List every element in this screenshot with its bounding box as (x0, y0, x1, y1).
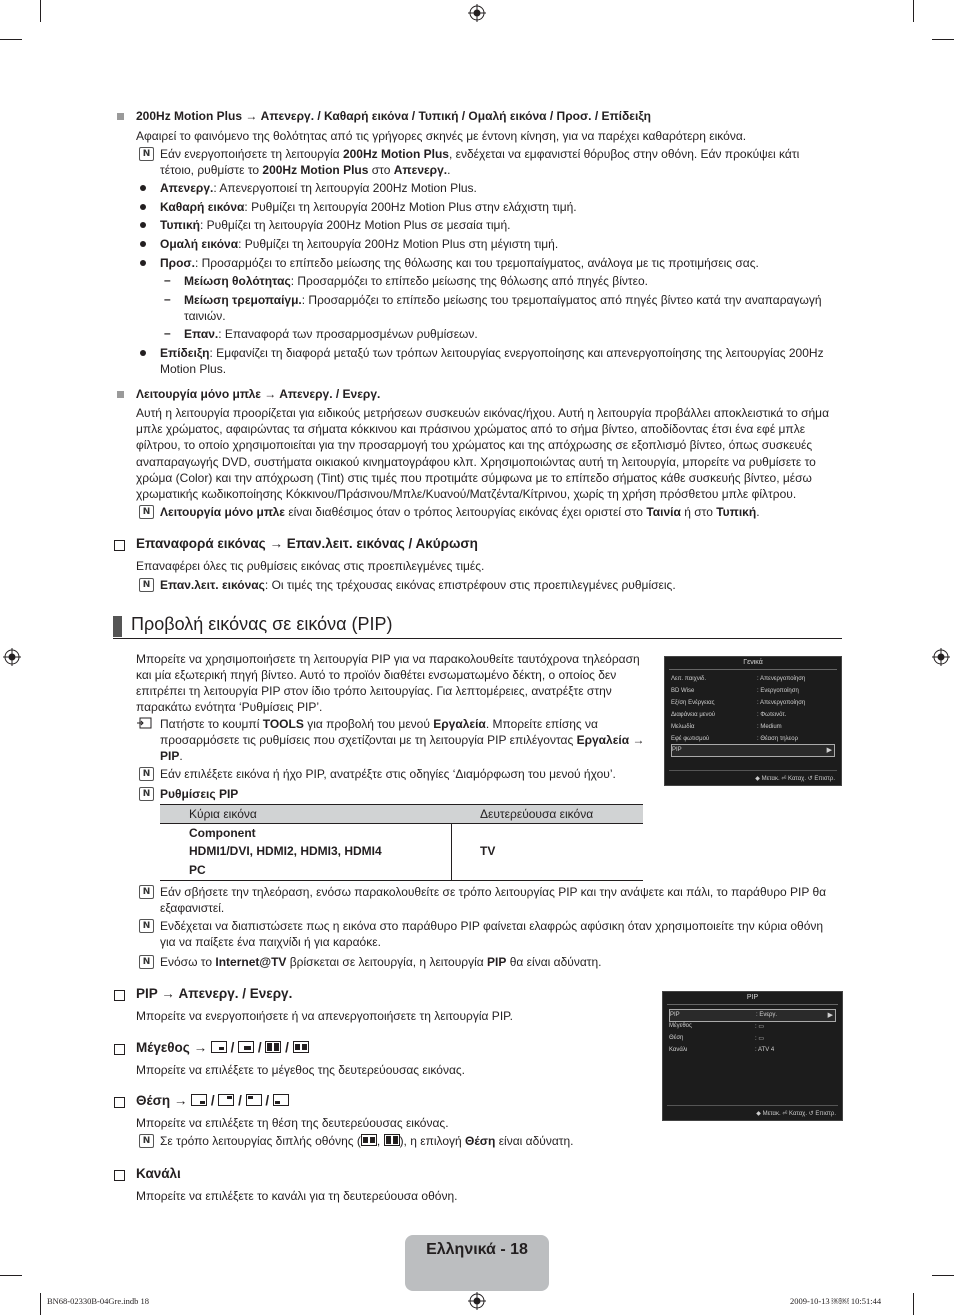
size-split-icon (384, 1134, 400, 1146)
bullet-icon (140, 260, 146, 266)
pip-tools-3: PIP. (160, 749, 183, 763)
pip-table-row: PC (189, 863, 206, 877)
registration-mark-icon (468, 4, 486, 22)
option-smooth: Ομαλή εικόνα: Ρυθμίζει τη λειτουργία 200Hz Motion Plus στη μέγιστη τιμή. (160, 237, 559, 251)
pip-intro-1: Μπορείτε να χρησιμοποιήσετε τη λειτουργία PIP για να παρακολουθείτε ταυτόχρονα τηλεόραση (136, 652, 640, 666)
pip-table-h1: Κύρια εικόνα (189, 807, 257, 821)
checkbox-marker-icon (114, 1170, 125, 1181)
option-off: Απενεργ.: Απενεργοποιεί τη λειτουργία 200Hz Motion Plus. (160, 181, 477, 195)
dash-icon: – (164, 273, 171, 287)
pip-intro-3: επιτρέπει τη λειτουργία PIP στον ίδιο τρόπο λειτουργίας. Για λεπτομέρειες, ανατρέξτε στην (136, 684, 612, 698)
pos-bottom-left-icon (273, 1094, 289, 1106)
motion-plus-header: 200Hz Motion Plus → Απενεργ. / Καθαρή εικόνα / Τυπική / Ομαλή εικόνα / Προσ. / Επίδειξη (136, 109, 651, 123)
registration-mark-icon (3, 648, 21, 666)
menu-row[interactable]: Εξ/ση Ενέργειας : Απενεργοποίηση (671, 700, 806, 706)
bullet-icon (140, 204, 146, 210)
dash-icon: – (164, 292, 171, 306)
note-icon: N (139, 147, 154, 161)
note-icon: N (139, 1134, 154, 1148)
crop-mark (0, 1275, 22, 1276)
file-info: BN68-02330B-04Gre.indb 18 (47, 1296, 149, 1306)
menu-row[interactable]: Μέγεθος : ▭ (669, 1023, 765, 1030)
blue-only-p4: αναπαραγωγής DVD, συστήματα οικιακού κινηματογράφου κλπ. Χρησιμοποιώντας αυτή τη λειτουργία, μπορείτε να ρυθμίσετε το (136, 455, 816, 469)
crop-mark (40, 0, 41, 22)
pos-top-right-icon (218, 1094, 234, 1106)
pip-position-note: Σε τρόπο λειτουργίας διπλής οθόνης ( , ), η επιλογή Θέση είναι αδύνατη. (160, 1134, 574, 1148)
section-marker-icon (117, 391, 124, 398)
pip-onoff-header: PIP → Απενεργ. / Ενεργ. (136, 986, 293, 1001)
note-icon: N (139, 578, 154, 592)
motion-plus-note: Εάν ενεργοποιήσετε τη λειτουργία 200Hz Motion Plus, ενδέχεται να εμφανιστεί θόρυβος στην οθόνη. Εάν προκύψει κάτι (160, 147, 800, 161)
pos-bottom-right-icon (191, 1094, 207, 1106)
pip-table-h2: Δευτερεύουσα εικόνα (480, 807, 594, 821)
checkbox-marker-icon (114, 1044, 125, 1055)
blue-only-p2: μπλε χρώματος, αφαιρώντας τα σήματα κόκκινου και πράσινου χρώματος από το σήμα βίντεο, αποδίδοντας έτσι ένα εφέ μπλε (136, 422, 806, 436)
crop-mark (932, 39, 954, 40)
pip-table-row: Component (189, 826, 256, 840)
note-icon: N (139, 767, 154, 781)
pip-tools-1: Πατήστε το κουμπί TOOLS για προβολή του μενού Εργαλεία. Μπορείτε επίσης να (160, 717, 598, 731)
option-standard: Τυπική: Ρυθμίζει τη λειτουργία 200Hz Motion Plus σε μεσαία τιμή. (160, 218, 511, 232)
option-demo-cont: Motion Plus. (160, 362, 227, 376)
size-split-wide-icon (361, 1134, 377, 1146)
pip-size-desc: Μπορείτε να επιλέξετε το μέγεθος της δευτερεύουσας εικόνας. (136, 1063, 466, 1077)
menu-footer: ◆ Μετακ. ⏎ Καταχ. ↺ Επιστρ. (756, 1111, 836, 1117)
pip-note-game: Ενδέχεται να διαπιστώσετε πως η εικόνα στο παράθυρο PIP φαίνεται ελαφρώς αφύσικη όταν χρησιμοποιείτε την κύρια οθόνη (160, 919, 824, 933)
motion-plus-note-cont: τέτοιο, ρυθμίστε το 200Hz Motion Plus στο Απενεργ.. (160, 163, 451, 177)
bullet-icon (140, 241, 146, 247)
option-demo: Επίδειξη: Εμφανίζει τη διαφορά μεταξύ των τρόπων λειτουργίας ενεργοποίησης και απενεργοποίησης της λειτουργίας 200Hz (160, 346, 824, 360)
picture-reset-header: Επαναφορά εικόνας → Επαν.λειτ. εικόνας / Ακύρωση (136, 536, 478, 551)
menu-row[interactable]: Θέση : ▭ (669, 1035, 765, 1042)
note-icon: N (139, 919, 154, 933)
pip-channel-desc: Μπορείτε να επιλέξετε το κανάλι για τη δευτερεύουσα οθόνη. (136, 1189, 458, 1203)
registration-mark-icon (932, 648, 950, 666)
pip-onoff-desc: Μπορείτε να ενεργοποιήσετε ή να απενεργοποιήσετε τη λειτουργία PIP. (136, 1009, 513, 1023)
dash-icon: – (164, 326, 171, 340)
blue-only-note: Λειτουργία μόνο μπλε είναι διαθέσιμος όταν ο τρόπος λειτουργίας εικόνας έχει οριστεί στο Ταινία ή στο Τυπική. (160, 505, 760, 519)
pip-settings-label: Ρυθμίσεις PIP (160, 787, 239, 801)
blue-only-p3: φίλτρου, το οποίο χρησιμοποιείται για την προσαρμογή του χρώματος και της απόχρωσης σε εξοπλισμό βίντεο, όπως συσκευές (136, 438, 813, 452)
menu-row-pip[interactable]: PIP : Ενεργ. ▶ (669, 1009, 836, 1022)
sub-judder: Μείωση τρεμοπαίγμ.: Προσαρμόζει το επίπεδο μείωσης του τρεμοπαίγματος από πηγές βίντεο κατά την αναπαραγωγή (184, 293, 822, 307)
motion-plus-desc: Αφαιρεί το φαινόμενο της θολότητας από τις γρήγορες σκηνές με έντονη κίνηση, για να παρέχει καθαρότερη εικόνα. (136, 129, 747, 143)
arrow-right-icon: ▶ (827, 1012, 833, 1019)
table-rule (160, 880, 643, 881)
pip-intro-2: και μία εξωτερική πηγή βίντεο. Αυτό το προϊόν διαθέτει ενσωματωμένο δέκτη, ο οποίος δεν (136, 668, 617, 682)
pip-table-row: HDMI1/DVI, HDMI2, HDMI3, HDMI4 (189, 844, 382, 858)
registration-mark-icon (468, 1292, 486, 1310)
menu-row[interactable]: Μελωδία : Medium (671, 724, 782, 730)
general-menu-screenshot (664, 656, 842, 786)
pip-tools-2: προσαρμόσετε τις ρυθμίσεις που σχετίζονται με τη λειτουργία PIP επιλέγοντας Εργαλεία → (160, 733, 645, 747)
size-split-wide-icon (293, 1041, 309, 1053)
pip-position-desc: Μπορείτε να επιλέξετε τη θέση της δευτερεύουσας εικόνας. (136, 1116, 449, 1130)
note-icon: N (139, 787, 154, 801)
picture-reset-desc: Επαναφέρει όλες τις ρυθμίσεις εικόνας στις προεπιλεγμένες τιμές. (136, 559, 485, 573)
section-marker-icon (117, 113, 124, 120)
menu-row[interactable]: BD Wise : Ενεργοποίηση (671, 688, 799, 694)
pip-intro-4: παρακάτω ενότητα ‘Ρυθμίσεις PIP’. (136, 700, 323, 714)
table-rule (451, 823, 452, 880)
sub-reset: Επαν.: Επαναφορά των προσαρμοσμένων ρυθμίσεων. (184, 327, 478, 341)
pip-position-header: Θέση → / / / (136, 1093, 289, 1108)
pip-channel-header: Κανάλι (136, 1166, 181, 1181)
tools-icon (137, 717, 152, 729)
print-timestamp: 2009-10-13 ￼￼ 10:51:44 (790, 1296, 882, 1306)
menu-divider (669, 770, 837, 771)
page-number: Ελληνικά - 18 (426, 1241, 528, 1258)
pip-section-title: Προβολή εικόνας σε εικόνα (PIP) (131, 614, 393, 634)
pip-menu-screenshot (662, 991, 843, 1121)
pip-note-game-cont: για να παίξετε ένα παιχνίδι ή για καραόκε. (160, 935, 381, 949)
menu-row[interactable]: Λειτ. παιχνιδ. : Απενεργοποίηση (671, 676, 806, 682)
menu-row-pip[interactable]: PIP ▶ (671, 744, 835, 757)
note-icon: N (139, 955, 154, 969)
note-icon: N (139, 885, 154, 899)
option-clear: Καθαρή εικόνα: Ρυθμίζει τη λειτουργία 200Hz Motion Plus στην ελάχιστη τιμή. (160, 200, 577, 214)
crop-mark (913, 1293, 914, 1315)
crop-mark (932, 1275, 954, 1276)
pip-note-off-cont: εξαφανιστεί. (160, 901, 225, 915)
pip-table-sub: TV (480, 844, 496, 858)
pip-size-header: Μέγεθος → / / / (136, 1040, 309, 1055)
picture-reset-note: Επαν.λειτ. εικόνας: Οι τιμές της τρέχουσας εικόνας επιστρέφουν στις προεπιλεγμένες ρυθμίσεις. (160, 578, 676, 592)
size-split-icon (265, 1041, 281, 1053)
menu-footer: ◆ Μετακ. ⏎ Καταχ. ↺ Επιστρ. (755, 776, 835, 782)
menu-row[interactable]: Κανάλι : ATV 4 (669, 1047, 775, 1053)
table-rule (160, 804, 643, 805)
bullet-icon (140, 222, 146, 228)
blue-only-header: Λειτουργία μόνο μπλε → Απενεργ. / Ενεργ. (136, 387, 381, 401)
pip-note-sound: Εάν επιλέξετε εικόνα ή ήχο PIP, ανατρέξτε στις οδηγίες ‘Διαμόρφωση του μενού ήχου’. (160, 767, 616, 781)
size-small-icon (211, 1041, 227, 1053)
blue-only-p1: Αυτή η λειτουργία προορίζεται για ειδικούς μετρήσεων συσκευών εικόνας/ήχου. Αυτή η λειτουργία προβάλλει αποκλειστικά το σήμα (136, 406, 830, 420)
bullet-icon (140, 350, 146, 356)
menu-row[interactable]: Διαφάνεια μενού : Φωτεινότ. (671, 712, 787, 718)
section-divider (113, 638, 842, 639)
pos-top-left-icon (246, 1094, 262, 1106)
blue-only-p6: χρωματικής κωδικοποίησης Κόκκινου/Πράσινου/Μπλε/Κυανού/Ματζέντα/Κίτρινου, χωρίς τη χρήση πρόσθετου μπλε φίλτρου. (136, 487, 797, 501)
menu-title: Γενικά (743, 659, 763, 666)
section-bar (113, 616, 122, 637)
pip-note-internet: Ενόσω το Internet@TV βρίσκεται σε λειτουργία, η λειτουργία PIP θα είναι αδύνατη. (160, 955, 602, 969)
crop-mark (40, 1293, 41, 1315)
pip-note-off: Εάν σβήσετε την τηλεόραση, ενόσω παρακολουθείτε σε τρόπο λειτουργίας PIP και την ανάψετε και πάλι, το παράθυρο PIP θα (160, 885, 827, 899)
menu-title: PIP (746, 994, 759, 1001)
crop-mark (0, 39, 22, 40)
checkbox-marker-icon (114, 990, 125, 1001)
option-custom: Προσ.: Προσαρμόζει το επίπεδο μείωσης της θόλωσης και του τρεμοπαίγματος, ανάλογα με τις προτιμήσεις σας. (160, 256, 759, 270)
checkbox-marker-icon (114, 1097, 125, 1108)
menu-row[interactable]: Εφέ φωτισμού : Θέαση τηλεορ (671, 736, 798, 742)
menu-divider (667, 1004, 838, 1005)
crop-mark (913, 0, 914, 22)
sub-judder-cont: ταινιών. (184, 309, 226, 323)
menu-divider (667, 1105, 838, 1106)
bullet-icon (140, 185, 146, 191)
checkbox-marker-icon (114, 540, 125, 551)
sub-blur: Μείωση θολότητας: Προσαρμόζει το επίπεδο μείωσης της θόλωσης από πηγές βίντεο. (184, 274, 648, 288)
arrow-right-icon: ▶ (826, 747, 832, 754)
table-rule (160, 823, 643, 824)
menu-divider (669, 669, 837, 670)
blue-only-p5: χρώμα (Color) και την απόχρωση (Tint) στις τιμές που προτιμάτε σύμφωνα με το επίπεδο σήματος κάθε συσκευής βίντεο, μέσω (136, 471, 812, 485)
note-icon: N (139, 505, 154, 519)
size-large-icon (238, 1041, 254, 1053)
